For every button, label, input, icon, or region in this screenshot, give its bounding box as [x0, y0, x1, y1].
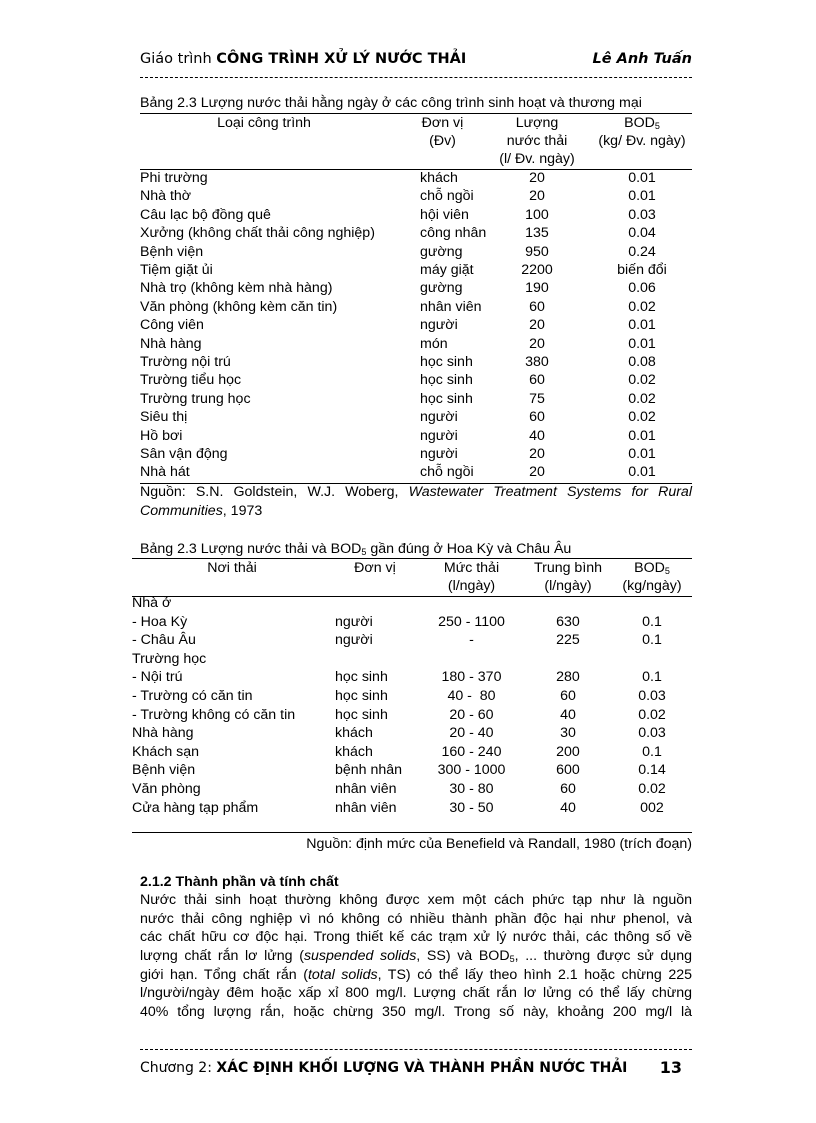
- cell-bod: 0.1: [642, 613, 662, 630]
- cell-level: -: [469, 632, 474, 649]
- cell-place: - Châu Âu: [132, 632, 196, 649]
- paragraph-line: [140, 984, 692, 1003]
- header-prefix: Giáo trình: [140, 51, 217, 67]
- footer-divider: [140, 1049, 692, 1050]
- cell-bod: 0.14: [638, 762, 666, 779]
- col-header-avg-1: Trung bình: [533, 560, 603, 576]
- col-header-flow-3: (l/ Đv. ngày): [499, 151, 575, 167]
- table-row: [0, 668, 816, 686]
- cell-unit: gường: [420, 280, 463, 297]
- table-2-caption-sub: 5: [361, 547, 367, 557]
- cell-avg: 40: [560, 706, 576, 723]
- cell-type: Câu lạc bộ đồng quê: [140, 206, 271, 223]
- paragraph-line: [140, 891, 692, 910]
- cell-flow: 20: [529, 446, 545, 462]
- col-header-level-2: (l/ngày): [447, 578, 496, 594]
- col-header-bod-label: BOD: [624, 115, 655, 131]
- cell-bod: 0.03: [638, 725, 666, 742]
- cell-flow: 950: [525, 243, 549, 260]
- table-row: [0, 463, 816, 481]
- cell-unit: người: [420, 409, 458, 426]
- cell-type: Sân vận động: [140, 446, 228, 462]
- cell-avg: 225: [556, 632, 580, 649]
- cell-bod: biến đổi: [617, 262, 667, 278]
- cell-level: 180 - 370: [441, 669, 502, 686]
- footer-prefix: Chương 2:: [140, 1060, 217, 1076]
- cell-bod: 0.02: [628, 390, 656, 407]
- cell-avg: 40: [560, 799, 576, 816]
- cell-bod: 0.01: [628, 464, 656, 481]
- text-run: 40% tổng lượng rắn, hoặc chừng 350 mg/l. Trong số này, khoảng 200 mg/l là: [140, 1004, 692, 1021]
- cell-unit: khách: [335, 743, 373, 760]
- table-row: [0, 408, 816, 426]
- cell-type: Nhà thờ: [140, 188, 192, 205]
- section-paragraph: [140, 891, 692, 1022]
- table-2-bottom-rule: [132, 832, 692, 833]
- cell-unit: học sinh: [420, 372, 473, 389]
- col-header-bod5-2: (kg/ngày): [622, 578, 682, 594]
- cell-place: - Nội trú: [132, 669, 183, 686]
- cell-unit: người: [420, 317, 458, 334]
- cell-type: Trường trung học: [140, 390, 251, 407]
- cell-type: Siêu thị: [140, 409, 188, 426]
- cell-bod: 0.03: [628, 206, 656, 223]
- table-2-caption: [140, 540, 571, 558]
- col-header-bod5-sub: 5: [664, 566, 670, 576]
- col-header-type: Loại công trình: [217, 115, 311, 131]
- header-left: [140, 49, 466, 69]
- text-run: nước thải công nghiệp vì nó không có nhiều thành phần độc hại như phenol, và: [140, 910, 692, 927]
- col-header-bod-sub: 5: [654, 121, 660, 131]
- table-row: [0, 445, 816, 463]
- cell-flow: 40: [529, 427, 545, 444]
- cell-bod: 0.1: [642, 669, 662, 686]
- table-1-source-title: Wastewater Treatment Systems for Rural Communities: [140, 484, 692, 519]
- table-row: [0, 780, 816, 798]
- cell-type: Tiệm giặt ủi: [140, 262, 213, 278]
- cell-flow: 20: [529, 170, 545, 186]
- cell-level: 20 - 60: [449, 706, 494, 723]
- cell-flow: 20: [529, 335, 545, 352]
- table-row: [0, 427, 816, 445]
- cell-unit: khách: [335, 725, 373, 742]
- table-2-caption-post: gần đúng ở Hoa Kỳ và Châu Âu: [366, 541, 572, 557]
- col-header-bod-2: (kg/ Đv. ngày): [598, 133, 686, 149]
- header-title: CÔNG TRÌNH XỬ LÝ NƯỚC THẢI: [216, 51, 467, 67]
- col-header-place: Nơi thải: [207, 560, 257, 576]
- cell-place: Trường học: [132, 650, 207, 667]
- cell-unit: hội viên: [420, 206, 469, 223]
- cell-flow: 380: [525, 354, 549, 370]
- table-row: [0, 335, 816, 353]
- cell-flow: 100: [525, 206, 549, 223]
- footer-chapter-title: XÁC ĐỊNH KHỐI LƯỢNG VÀ THÀNH PHẦN NƯỚC THẢI: [216, 1060, 628, 1076]
- text-run: , SS) và BOD: [416, 948, 510, 965]
- cell-avg: 280: [556, 669, 580, 686]
- paragraph-line: [140, 966, 692, 985]
- cell-level: 250 - 1100: [438, 613, 505, 630]
- table-row: [0, 650, 816, 668]
- cell-unit: người: [420, 427, 458, 444]
- cell-flow: 20: [529, 317, 545, 334]
- cell-bod: 0.01: [628, 446, 656, 462]
- paragraph-line: [140, 947, 692, 966]
- italic-term: suspended solids: [303, 948, 417, 965]
- table-2-source: Nguồn: định mức của Benefield và Randall, 1980 (trích đoạn): [306, 836, 692, 852]
- table-row: [0, 243, 816, 261]
- text-run: , ... thường được sử dụng: [514, 948, 692, 965]
- cell-flow: 60: [529, 372, 545, 389]
- cell-bod: 0.08: [628, 354, 656, 370]
- table-row: [0, 706, 816, 724]
- cell-type: Trường tiểu học: [140, 372, 242, 389]
- cell-bod: 0.02: [628, 409, 656, 426]
- table-row: [0, 187, 816, 205]
- col-header-unit: Đơn vị: [354, 560, 396, 576]
- cell-unit: món: [420, 335, 448, 352]
- cell-type: Công viên: [140, 317, 204, 334]
- italic-term: total solids: [307, 966, 378, 983]
- cell-type: Văn phòng (không kèm căn tin): [140, 298, 338, 315]
- cell-avg: 30: [560, 725, 576, 742]
- subscript: 5: [509, 954, 515, 965]
- cell-place: Văn phòng: [132, 781, 201, 797]
- table-row: [0, 206, 816, 224]
- table-row: [0, 631, 816, 649]
- cell-type: Bệnh viện: [140, 243, 204, 260]
- cell-unit: chỗ ngồi: [420, 188, 474, 205]
- cell-unit: chỗ ngồi: [420, 464, 474, 481]
- table-row: [0, 371, 816, 389]
- text-run: , TS) có thể lấy theo hình 2.1 hoặc chừng 225: [377, 966, 693, 983]
- cell-flow: 135: [525, 225, 549, 242]
- cell-type: Phi trường: [140, 170, 208, 186]
- cell-unit: nhân viên: [335, 781, 397, 797]
- table-row: [0, 761, 816, 779]
- cell-unit: gường: [420, 243, 463, 260]
- section-heading: 2.1.2 Thành phần và tính chất: [140, 874, 339, 890]
- cell-place: Khách sạn: [132, 743, 200, 760]
- cell-bod: 0.01: [628, 427, 656, 444]
- cell-level: 40 - 80: [447, 688, 496, 704]
- cell-unit: người: [335, 632, 373, 649]
- table-row: [0, 743, 816, 761]
- cell-bod: 0.1: [642, 632, 662, 649]
- col-header-unit-2: (Đv): [429, 133, 456, 149]
- cell-place: - Trường không có căn tin: [132, 706, 296, 723]
- cell-unit: học sinh: [335, 706, 388, 723]
- text-run: Nước thải sinh hoạt thường không được xem một cách phức tạp như là nguồn: [140, 892, 692, 908]
- text-run: các chất hữu cơ độc hại. Trong thiết kế các trạm xử lý nước thải, các thông số về: [140, 929, 692, 946]
- cell-unit: máy giặt: [420, 262, 474, 278]
- cell-flow: 20: [529, 188, 545, 205]
- cell-bod: 0.1: [642, 743, 662, 760]
- col-header-bod-1: [592, 114, 692, 132]
- cell-place: Bệnh viện: [132, 762, 196, 779]
- cell-type: Trường nội trú: [140, 354, 231, 370]
- cell-flow: 2200: [521, 262, 553, 278]
- table-1-source: [140, 483, 692, 520]
- cell-type: Nhà trọ (không kèm nhà hàng): [140, 280, 333, 297]
- table-2-caption-pre: Bảng 2.3 Lượng nước thải và BOD: [140, 541, 362, 557]
- cell-place: Nhà ở: [132, 595, 172, 611]
- table-row: [0, 594, 816, 612]
- table-row: [0, 279, 816, 297]
- col-header-unit-1: Đơn vị: [421, 115, 464, 131]
- cell-avg: 200: [556, 743, 580, 760]
- col-header-flow-1: Lượng: [515, 115, 559, 131]
- col-header-bod5-1: [612, 559, 692, 577]
- paragraph-line: [140, 928, 692, 947]
- col-header-level-1: Mức thải: [443, 560, 500, 576]
- table-row: [0, 613, 816, 631]
- text-run: l/người/ngày đêm hoặc xấp xỉ 800 mg/l. Lượng chất rắn lơ lửng có thể lấy chừng: [140, 985, 692, 1002]
- cell-level: 160 - 240: [441, 743, 502, 760]
- cell-type: Nhà hàng: [140, 335, 202, 352]
- cell-place: - Trường có căn tin: [132, 688, 253, 704]
- cell-place: Nhà hàng: [132, 725, 194, 742]
- cell-unit: bệnh nhân: [335, 762, 403, 779]
- cell-bod: 0.01: [628, 335, 656, 352]
- table-1-source-suffix: , 1973: [222, 502, 263, 519]
- table-row: [0, 724, 816, 742]
- cell-flow: 20: [529, 464, 545, 481]
- table-row: [0, 298, 816, 316]
- cell-avg: 60: [560, 688, 576, 704]
- cell-bod: 0.02: [638, 781, 666, 797]
- table-row: [0, 390, 816, 408]
- table-row: [0, 687, 816, 705]
- paragraph-line: [140, 910, 692, 929]
- cell-unit: nhân viên: [420, 298, 482, 315]
- cell-bod: 0.24: [628, 243, 656, 260]
- cell-flow: 60: [529, 409, 545, 426]
- table-row: [0, 799, 816, 817]
- header-author: Lê Anh Tuấn: [592, 51, 692, 67]
- cell-bod: 0.01: [628, 170, 656, 186]
- cell-bod: 0.01: [628, 317, 656, 334]
- cell-place: Cửa hàng tạp phẩm: [132, 799, 259, 816]
- table-row: [0, 169, 816, 187]
- cell-type: Xưởng (không chất thải công nghiệp): [140, 225, 375, 242]
- cell-bod: 0.04: [628, 225, 656, 242]
- cell-avg: 600: [556, 762, 580, 779]
- cell-unit: người: [420, 446, 458, 462]
- cell-unit: khách: [420, 170, 458, 186]
- cell-bod: 0.06: [628, 280, 656, 297]
- cell-unit: học sinh: [420, 354, 473, 370]
- table-1-source-prefix: Nguồn: S.N. Goldstein, W.J. Woberg,: [140, 484, 409, 500]
- cell-level: 20 - 40: [449, 725, 494, 742]
- table-1-caption: Bảng 2.3 Lượng nước thải hằng ngày ở các công trình sinh hoạt và thương mại: [140, 95, 642, 111]
- cell-bod: 0.02: [628, 372, 656, 389]
- cell-bod: 0.01: [628, 188, 656, 205]
- cell-type: Nhà hát: [140, 464, 190, 481]
- table-row: [0, 261, 816, 279]
- col-header-avg-2: (l/ngày): [544, 578, 592, 594]
- page-number: 13: [659, 1058, 682, 1077]
- cell-unit: học sinh: [335, 688, 388, 704]
- cell-place: - Hoa Kỳ: [132, 613, 188, 630]
- cell-bod: 0.02: [628, 298, 656, 315]
- table-row: [0, 224, 816, 242]
- table-row: [0, 316, 816, 334]
- text-run: lượng chất rắn lơ lửng (: [140, 948, 304, 965]
- cell-unit: người: [335, 613, 373, 630]
- cell-flow: 75: [529, 390, 545, 407]
- cell-flow: 60: [529, 298, 545, 315]
- paragraph-line: [140, 1003, 692, 1022]
- col-header-flow-2: nước thải: [506, 133, 568, 149]
- table-row: [0, 353, 816, 371]
- cell-avg: 630: [556, 613, 580, 630]
- text-run: giới hạn. Tổng chất rắn (: [140, 966, 308, 983]
- cell-level: 300 - 1000: [437, 762, 506, 779]
- col-header-bod5-label: BOD: [634, 560, 665, 576]
- cell-avg: 60: [560, 781, 576, 797]
- header-divider: [140, 77, 692, 78]
- cell-bod: 002: [640, 799, 664, 816]
- cell-type: Hồ bơi: [140, 427, 183, 444]
- cell-flow: 190: [525, 280, 549, 297]
- cell-level: 30 - 80: [449, 781, 494, 797]
- cell-unit: công nhân: [420, 225, 487, 242]
- cell-bod: 0.03: [638, 688, 666, 704]
- cell-bod: 0.02: [638, 706, 666, 723]
- cell-unit: học sinh: [420, 390, 473, 407]
- footer-left: [140, 1057, 627, 1079]
- cell-level: 30 - 50: [449, 799, 494, 816]
- cell-unit: nhân viên: [335, 799, 397, 816]
- cell-unit: học sinh: [335, 669, 388, 686]
